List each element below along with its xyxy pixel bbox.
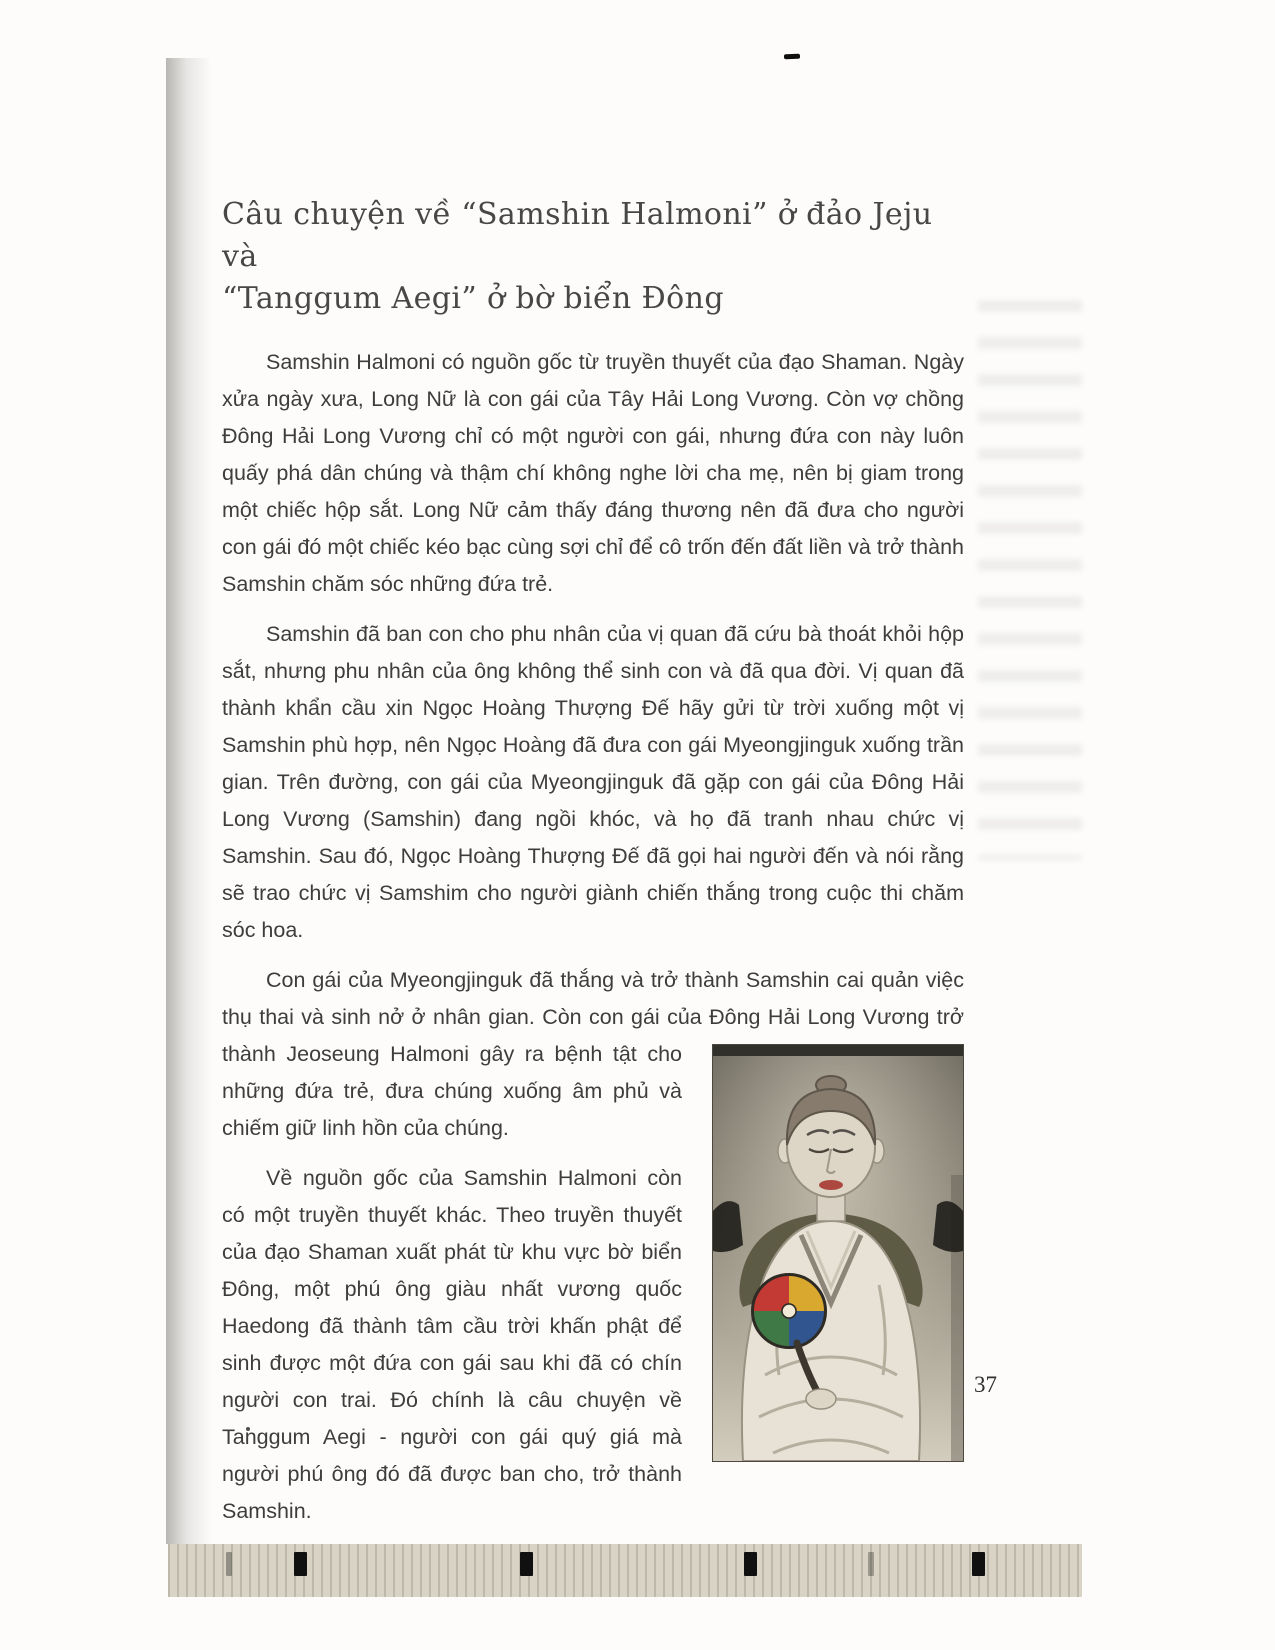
lips [819,1180,843,1190]
edge-mark [226,1552,232,1576]
attendant-right [933,1201,963,1252]
samshin-painting-svg [713,1045,963,1461]
paragraph-3-text-after: Vương trở thành Jeoseung Halmoni gây ra bệnh tật cho những đứa trẻ, đưa chúng xuống âm phủ và chiếm giữ linh hồn của chúng. [222,1005,965,1140]
title-line-1: Câu chuyện về “Samshin Halmoni” ở đảo Jeju và [222,197,933,274]
hand [806,1389,836,1409]
edge-mark [744,1552,757,1576]
edge-mark [868,1552,874,1576]
paragraph-1: Samshin Halmoni có nguồn gốc từ truyền thuyết của đạo Shaman. Ngày xửa ngày xưa, Long Nữ là con gái của Tây Hải Long Vương. Còn vợ chồng Đông Hải Long Vương chỉ có một người con gái, nhưng đứa con này luôn quấy phá dân chúng và thậm chí không nghe lời cha mẹ, nên bị giam trong một chiếc hộp sắt. Long Nữ cảm thấy đáng thương nên đã đưa cho người con gái đó một chiếc kéo bạc cùng sợi chỉ để cô trốn đến đất liền và trở thành Samshin chăm sóc những đứa trẻ. [222,350,964,596]
page-content [222,194,964,1543]
paragraph-3-text-before: Con gái của Myeongjinguk đã thắng và trở thành Samshin cai quản việc thụ thai và sinh nở ở nhân gian. Còn con gái của Đông Hải Long [222,968,964,1029]
scan-artifact-top-dash [784,54,800,60]
page-gutter-shadow [166,58,212,1544]
reverse-side-text-ghosting [978,300,1082,860]
title-line-2: “Tanggum Aegi” ở bờ biển Đông [222,281,724,316]
paragraph-3 [222,962,964,1147]
edge-mark [972,1552,985,1576]
samshin-halmoni-illustration [712,1044,964,1462]
edge-mark [294,1552,307,1576]
paragraph-2: Samshin đã ban con cho phu nhân của vị quan đã cứu bà thoát khỏi hộp sắt, nhưng phu nhân của ông không thể sinh con và đã qua đời. Vị quan đã thành khẩn cầu xin Ngọc Hoàng Thượng Đế hãy gửi từ trời xuống một vị Samshin phù hợp, nên Ngọc Hoàng đã đưa con gái Myeongjinguk xuống trần gian. Trên đường, con gái của Myeongjinguk đã gặp con gái của Đông Hải Long Vương (Samshin) đang ngồi khóc, và họ đã tranh nhau chức vị Samshin. Sau đó, Ngọc Hoàng Thượng Đế đã gọi hai người đến và nói rằng sẽ trao chức vị Samshim cho người giành chiến thắng trong cuộc thi chăm sóc hoa. [222,622,964,942]
attendant-left [713,1201,743,1252]
page-title [222,194,964,320]
paragraph-4: Về nguồn gốc của Samshin Halmoni còn có một truyền thuyết khác. Theo truyền thuyết của đạo Shaman xuất phát từ khu vực bờ biển Đông, một phú ông giàu nhất vương quốc Haedong đã thành tâm cầu trời khấn phật để sinh được một đứa con gái sau khi đã có chín người con trai. Đó chính là câu chuyện về Tanggum Aegi - người con gái quý giá mà người phú ông đó đã được ban cho, trở thành Samshin. [222,1166,682,1523]
page-number: 37 [974,1372,997,1397]
book-edge-strip [168,1544,1082,1597]
article-body [222,344,964,1530]
edge-mark [520,1552,533,1576]
